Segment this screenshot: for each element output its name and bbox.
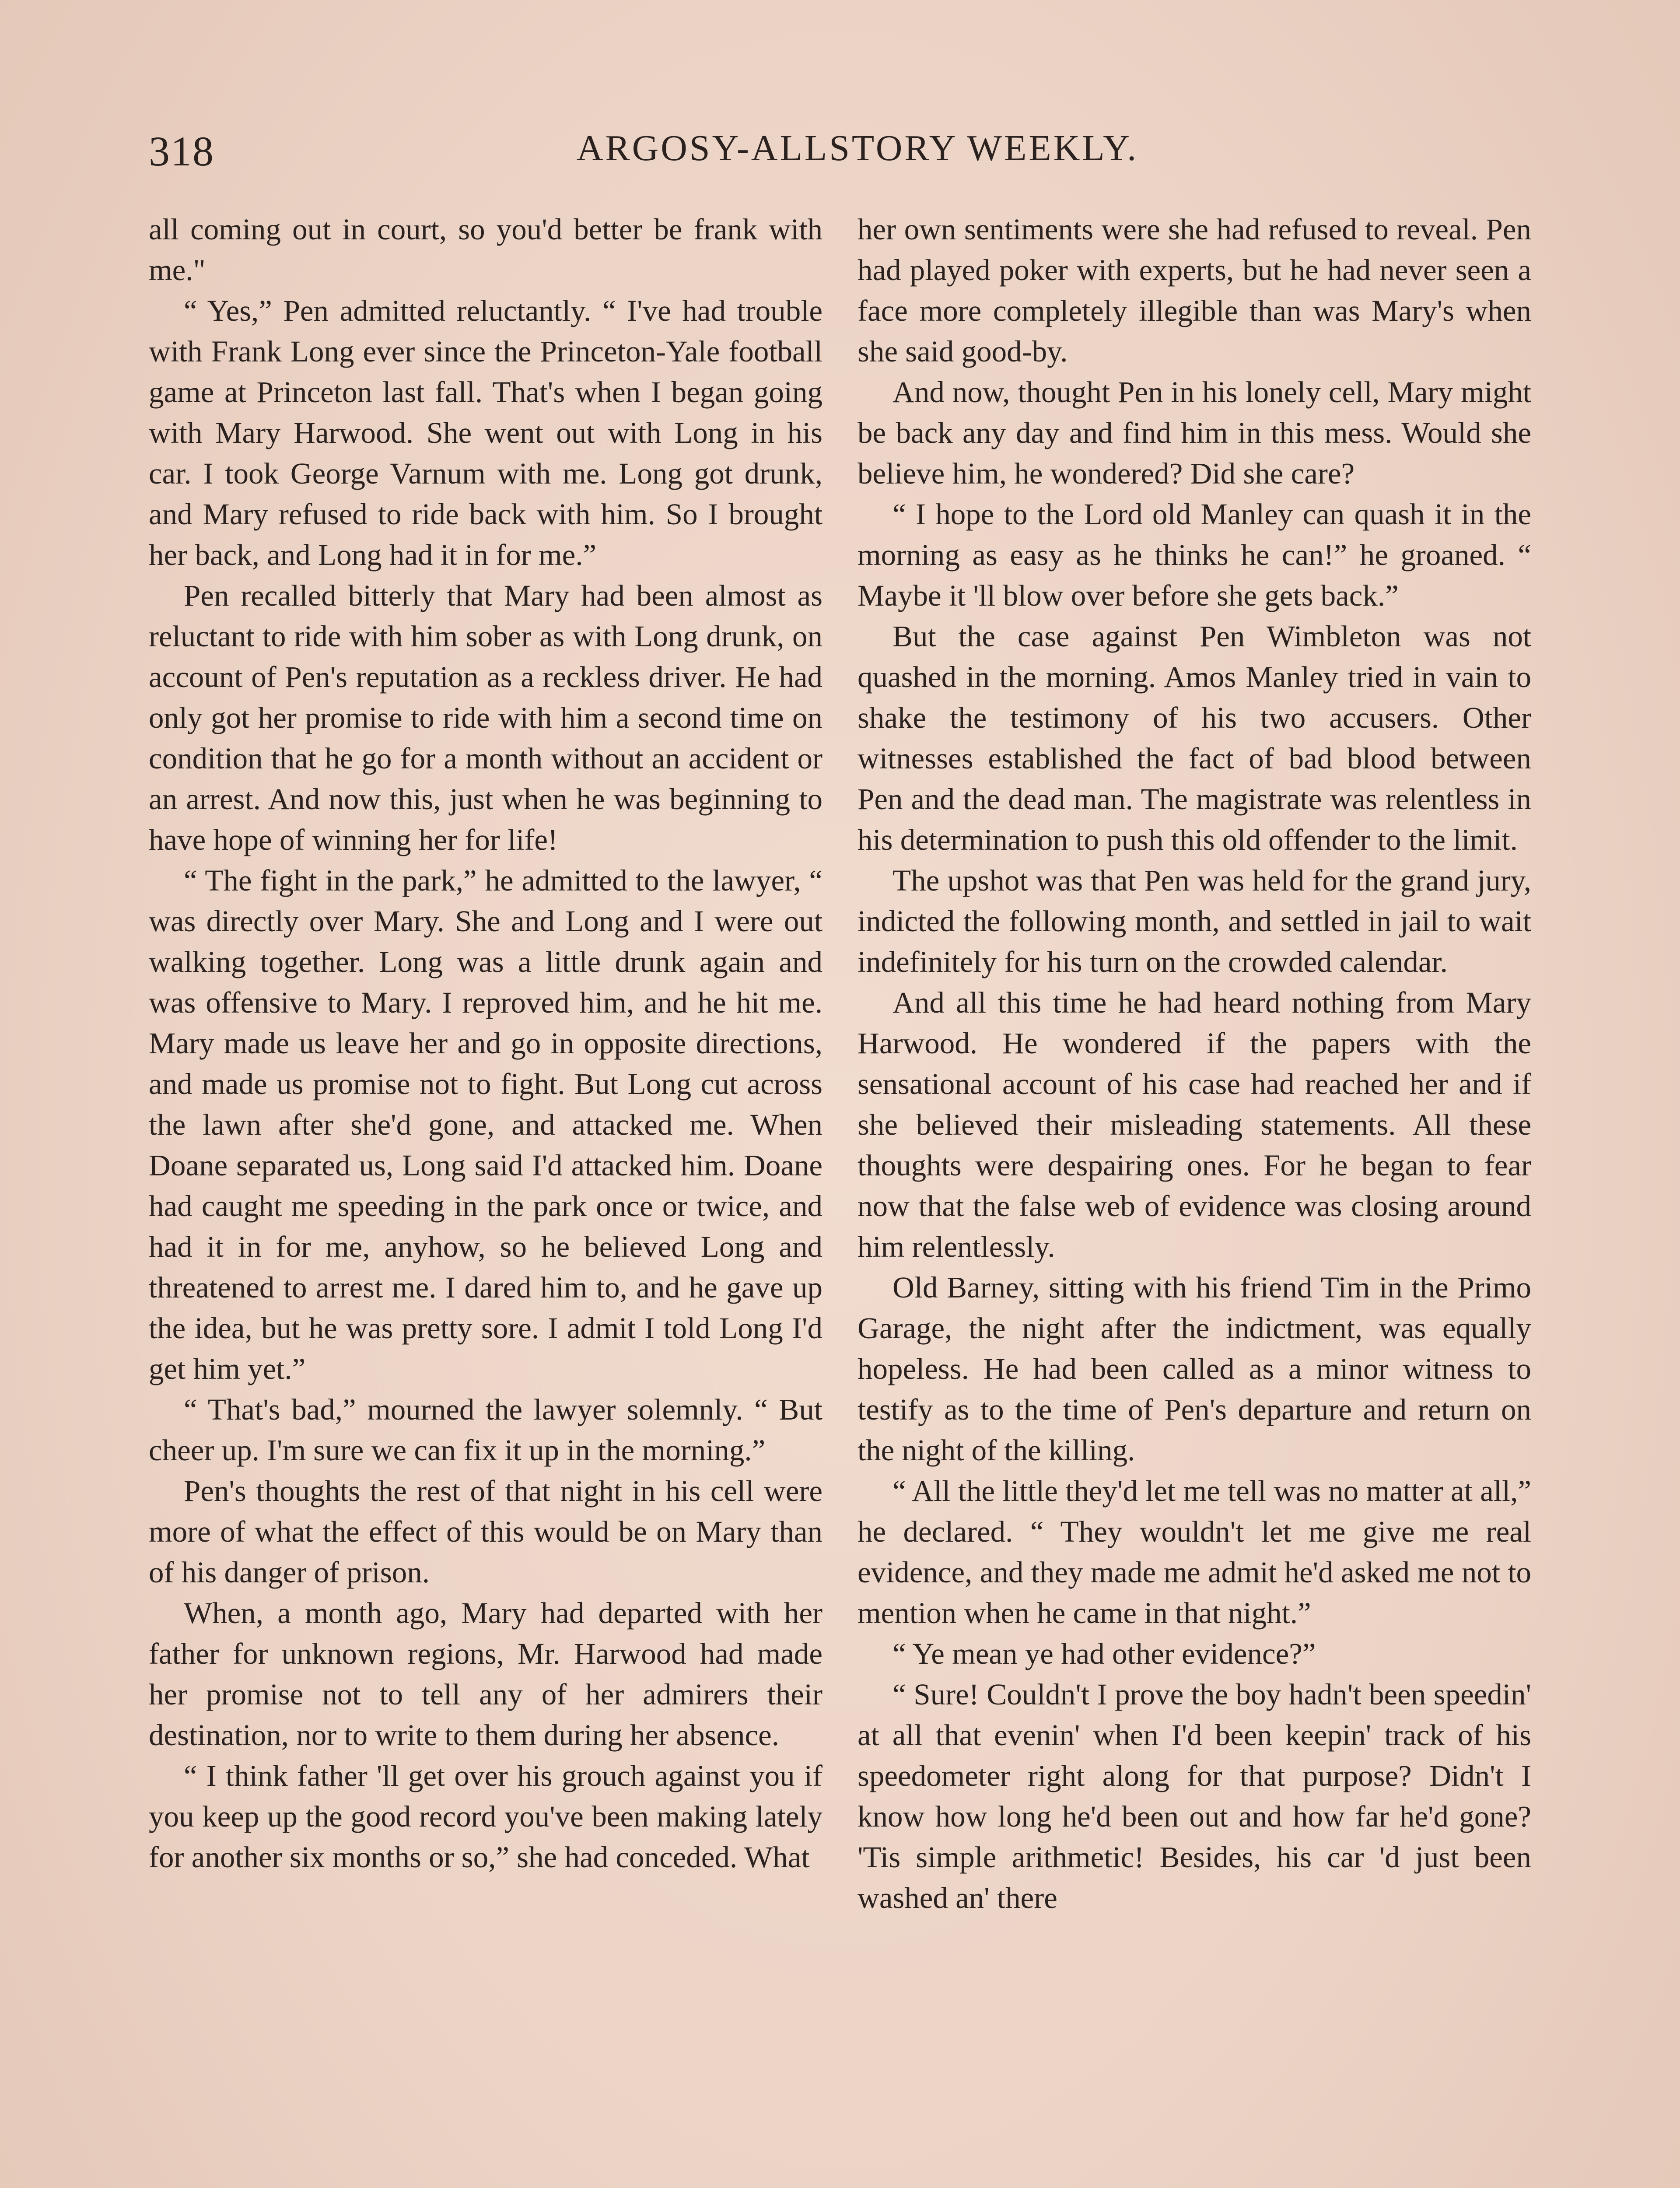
paragraph: all coming out in court, so you'd better be frank with me.": [149, 213, 822, 287]
paragraph: “ Sure! Couldn't I prove the boy hadn't been speedin' at all that evenin' when I'd been keepin' track of his speedometer right along for that purpose? Didn't I know how long he'd been out and how far he'd gone? 'Tis simple arithmetic! Besides, his car 'd just been washed an' there: [858, 1678, 1531, 1914]
paragraph: And now, thought Pen in his lonely cell, Mary might be back any day and find him in this mess. Would she believe him, he wondered? Did she care?: [858, 375, 1531, 490]
paragraph: “ Yes,” Pen admitted reluctantly. “ I've had trouble with Frank Long ever since the Princeton-Yale football game at Princeton last fall. That's when I began going with Mary Harwood. She went out with Long in his car. I took George Varnum with me. Long got drunk, and Mary refused to ride back with him. So I brought her back, and Long had it in for me.”: [149, 294, 822, 572]
left-column: [149, 209, 822, 1878]
paragraph: “ That's bad,” mourned the lawyer solemnly. “ But cheer up. I'm sure we can fix it up in the morning.”: [149, 1393, 822, 1467]
page-number: 318: [149, 128, 214, 175]
paragraph: The upshot was that Pen was held for the grand jury, indicted the following month, and settled in jail to wait indefinitely for his turn on the crowded calendar.: [858, 864, 1531, 978]
paragraph: “ I think father 'll get over his grouch against you if you keep up the good record you've been making lately for another six months or so,” she had conceded. What: [149, 1759, 822, 1874]
right-column: [858, 209, 1531, 1918]
paragraph: Pen recalled bitterly that Mary had been almost as reluctant to ride with him sober as with Long drunk, on account of Pen's reputation as a reckless driver. He had only got her promise to ride with him a second time on condition that he go for a month without an accident or an arrest. And now this, just when he was beginning to have hope of winning her for life!: [149, 579, 822, 856]
paragraph: Pen's thoughts the rest of that night in his cell were more of what the effect of this would be on Mary than of his danger of prison.: [149, 1474, 822, 1589]
paragraph: “ The fight in the park,” he admitted to the lawyer, “ was directly over Mary. She and Long and I were out walking together. Long was a little drunk again and was offensive to Mary. I reproved him, and he hit me. Mary made us leave her and go in opposite directions, and made us promise not to fight. But Long cut across the lawn after she'd gone, and attacked me. When Doane separated us, Long said I'd attacked him. Doane had caught me speeding in the park once or twice, and had it in for me, anyhow, so he believed Long and threatened to arrest me. I dared him to, and he gave up the idea, but he was pretty sore. I admit I told Long I'd get him yet.”: [149, 864, 822, 1385]
paragraph: When, a month ago, Mary had departed with her father for unknown regions, Mr. Harwood had made her promise not to tell any of her admirers their destination, nor to write to them during her absence.: [149, 1596, 822, 1752]
paragraph: “ I hope to the Lord old Manley can quash it in the morning as easy as he thinks he can!” he groaned. “ Maybe it 'll blow over before she gets back.”: [858, 498, 1531, 612]
paragraph: But the case against Pen Wimbleton was not quashed in the morning. Amos Manley tried in vain to shake the testimony of his two accusers. Other witnesses established the fact of bad blood between Pen and the dead man. The magistrate was relentless in his determination to push this old offender to the limit.: [858, 620, 1531, 856]
paragraph: her own sentiments were she had refused to reveal. Pen had played poker with experts, but he had never seen a face more completely illegible than was Mary's when she said good-by.: [858, 213, 1531, 368]
paragraph: “ All the little they'd let me tell was no matter at all,” he declared. “ They wouldn't let me give me real evidence, and they made me admit he'd asked me not to mention when he came in that night.”: [858, 1474, 1531, 1630]
paragraph: “ Ye mean ye had other evidence?”: [892, 1637, 1316, 1670]
paragraph: And all this time he had heard nothing from Mary Harwood. He wondered if the papers with the sensational account of his case had reached her and if she believed their misleading statements. All these thoughts were despairing ones. For he began to fear now that the false web of evidence was closing around him relentlessly.: [858, 986, 1531, 1263]
running-head-title: ARGOSY-ALLSTORY WEEKLY.: [576, 128, 1139, 168]
paragraph: Old Barney, sitting with his friend Tim in the Primo Garage, the night after the indictment, was equally hopeless. He had been called as a minor witness to testify as to the time of Pen's departure and return on the night of the killing.: [858, 1271, 1531, 1467]
